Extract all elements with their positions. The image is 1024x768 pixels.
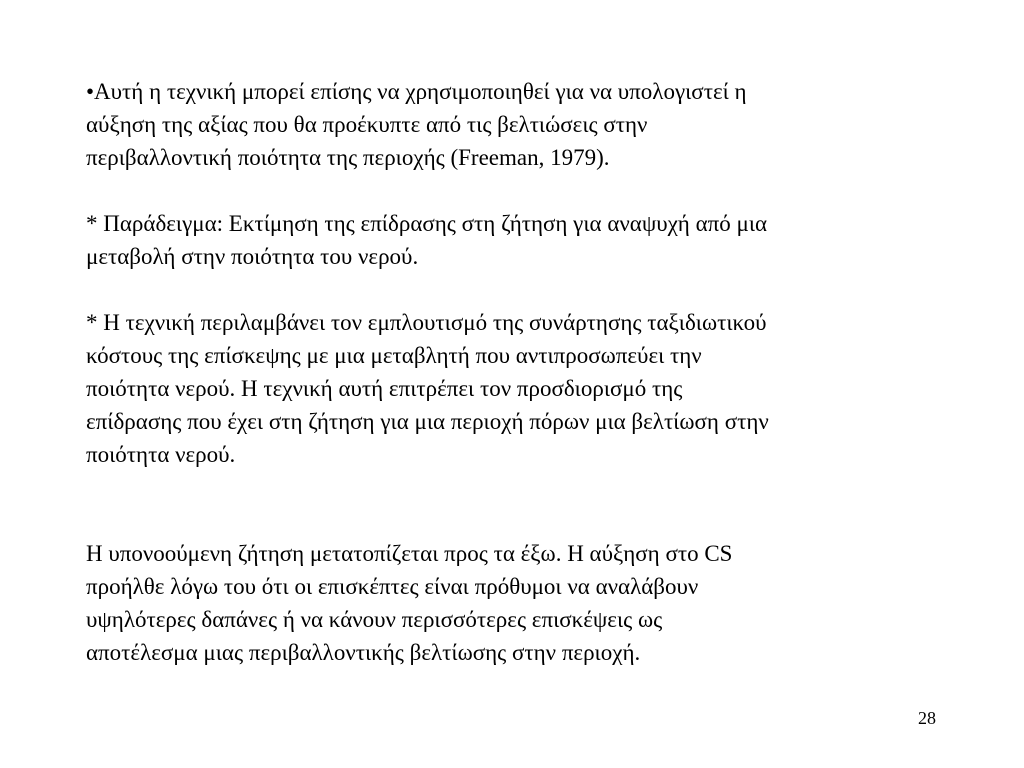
text-line: προήλθε λόγω του ότι οι επισκέπτες είναι πρόθυμοι να αναλάβουν <box>86 574 699 599</box>
paragraph-technique <box>86 306 946 471</box>
paragraph-example <box>86 207 946 273</box>
text-line: Η υπονοούμενη ζήτηση μετατοπίζεται προς τα έξω. Η αύξηση στο CS <box>86 541 733 566</box>
text-line: * Η τεχνική περιλαμβάνει τον εμπλουτισμό της συνάρτησης ταξιδιωτικού <box>86 310 767 335</box>
text-line: ποιότητα νερού. Η τεχνική αυτή επιτρέπει τον προσδιορισμό της <box>86 376 683 401</box>
paragraph-spacer <box>86 273 946 306</box>
paragraph-freeman <box>86 75 946 174</box>
text-line: κόστους της επίσκεψης με μια μεταβλητή που αντιπροσωπεύει την <box>86 343 702 368</box>
page-number: 28 <box>918 708 936 728</box>
text-line: περιβαλλοντική ποιότητα της περιοχής (Freeman, 1979). <box>86 145 610 170</box>
text-line: ποιότητα νερού. <box>86 442 236 467</box>
slide-body <box>86 75 946 669</box>
text-line: αποτέλεσμα μιας περιβαλλοντικής βελτίωσης στην περιοχή. <box>86 640 641 665</box>
text-line: υψηλότερες δαπάνες ή να κάνουν περισσότερες επισκέψεις ως <box>86 607 663 632</box>
text-line: επίδρασης που έχει στη ζήτηση για μια περιοχή πόρων μια βελτίωση στην <box>86 409 769 434</box>
text-line: •Αυτή η τεχνική μπορεί επίσης να χρησιμοποιηθεί για να υπολογιστεί η <box>86 79 747 104</box>
text-line: μεταβολή στην ποιότητα του νερού. <box>86 244 419 269</box>
text-line: αύξηση της αξίας που θα προέκυπτε από τις βελτιώσεις στην <box>86 112 648 137</box>
paragraph-demand-shift <box>86 537 946 669</box>
paragraph-spacer <box>86 471 946 537</box>
paragraph-spacer <box>86 174 946 207</box>
text-line: * Παράδειγμα: Εκτίμηση της επίδρασης στη ζήτηση για αναψυχή από μια <box>86 211 768 236</box>
